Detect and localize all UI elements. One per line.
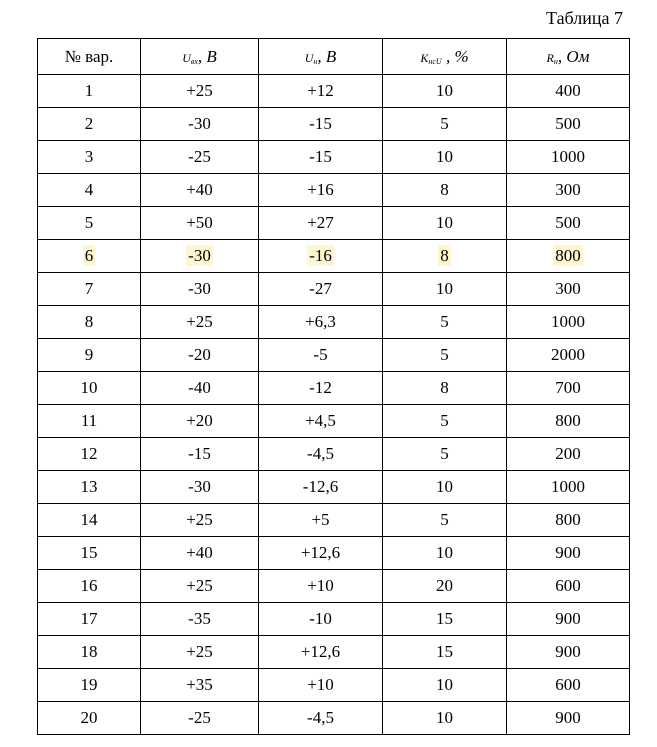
cell-resistance-value: 1000 [551, 147, 585, 166]
cell-variant [38, 240, 141, 273]
cell-coefficient [383, 108, 507, 141]
table-row [38, 702, 630, 735]
cell-load-voltage [259, 570, 383, 603]
cell-input-voltage [141, 603, 259, 636]
cell-input-voltage-value: -25 [188, 147, 211, 166]
cell-load-voltage [259, 174, 383, 207]
cell-variant [38, 570, 141, 603]
cell-resistance [507, 636, 630, 669]
cell-input-voltage [141, 372, 259, 405]
cell-load-voltage-value: -27 [309, 279, 332, 298]
cell-resistance-value: 900 [555, 708, 581, 727]
cell-input-voltage-value: +50 [186, 213, 213, 232]
cell-input-voltage [141, 75, 259, 108]
cell-resistance [507, 273, 630, 306]
cell-coefficient-value: 8 [440, 246, 449, 265]
cell-resistance-value: 800 [555, 510, 581, 529]
cell-coefficient-value: 10 [436, 213, 453, 232]
cell-input-voltage [141, 240, 259, 273]
cell-coefficient-value: 5 [440, 345, 449, 364]
cell-variant-value: 3 [84, 147, 94, 166]
cell-load-voltage-value: -12,6 [302, 477, 339, 496]
header-stabilization-coefficient [383, 39, 507, 75]
k-symbol: K [420, 50, 429, 65]
table-row [38, 339, 630, 372]
cell-load-voltage [259, 702, 383, 735]
cell-coefficient [383, 75, 507, 108]
cell-variant [38, 603, 141, 636]
cell-variant-value: 15 [80, 543, 98, 562]
uin-symbol: U [182, 50, 191, 65]
cell-variant [38, 669, 141, 702]
cell-load-voltage [259, 603, 383, 636]
cell-coefficient-value: 8 [440, 180, 449, 199]
cell-load-voltage-value: +5 [311, 510, 330, 529]
cell-variant-value: 2 [84, 114, 94, 133]
cell-resistance-value: 600 [555, 576, 581, 595]
cell-resistance-value: 2000 [551, 345, 585, 364]
cell-variant-value: 9 [84, 345, 94, 364]
cell-coefficient-value: 10 [436, 477, 453, 496]
cell-variant [38, 141, 141, 174]
table-caption: Таблица 7 [546, 8, 623, 28]
k-subscript: нсU [428, 56, 442, 66]
cell-resistance-value: 200 [555, 444, 581, 463]
cell-variant-value: 7 [84, 279, 94, 298]
cell-variant [38, 702, 141, 735]
cell-load-voltage-value: +16 [307, 180, 334, 199]
cell-resistance-value: 800 [555, 411, 581, 430]
cell-load-voltage [259, 636, 383, 669]
table-row [38, 240, 630, 273]
header-input-voltage [141, 39, 259, 75]
cell-load-voltage-value: -12 [309, 378, 332, 397]
cell-resistance [507, 240, 630, 273]
cell-coefficient [383, 438, 507, 471]
cell-coefficient [383, 405, 507, 438]
cell-input-voltage-value: +20 [186, 411, 213, 430]
cell-input-voltage [141, 207, 259, 240]
cell-coefficient [383, 372, 507, 405]
cell-resistance [507, 75, 630, 108]
cell-variant [38, 405, 141, 438]
cell-load-voltage-value: +12 [307, 81, 334, 100]
cell-resistance-value: 900 [555, 642, 581, 661]
cell-coefficient [383, 603, 507, 636]
cell-coefficient [383, 636, 507, 669]
table-row [38, 306, 630, 339]
cell-coefficient-value: 10 [436, 81, 453, 100]
cell-variant-value: 5 [84, 213, 94, 232]
cell-coefficient-value: 5 [440, 114, 449, 133]
cell-input-voltage [141, 669, 259, 702]
cell-input-voltage [141, 570, 259, 603]
cell-input-voltage-value: +25 [186, 510, 213, 529]
un-symbol: U [304, 50, 314, 65]
cell-resistance [507, 339, 630, 372]
cell-load-voltage [259, 405, 383, 438]
cell-resistance [507, 174, 630, 207]
cell-resistance [507, 702, 630, 735]
cell-resistance-value: 1000 [551, 312, 585, 331]
variants-table [37, 38, 630, 735]
cell-input-voltage-value: -35 [188, 609, 211, 628]
cell-resistance-value: 800 [555, 246, 581, 265]
cell-variant-value: 4 [84, 180, 94, 199]
cell-load-voltage [259, 273, 383, 306]
cell-coefficient-value: 20 [436, 576, 453, 595]
cell-load-voltage-value: +4,5 [305, 411, 336, 430]
r-subscript: н [553, 56, 558, 66]
cell-variant-value: 12 [80, 444, 98, 463]
cell-input-voltage-value: -30 [188, 246, 211, 265]
cell-load-voltage-value: +10 [307, 675, 334, 694]
table-row [38, 603, 630, 636]
cell-resistance-value: 600 [555, 675, 581, 694]
table-row [38, 174, 630, 207]
table-row [38, 108, 630, 141]
cell-variant [38, 174, 141, 207]
cell-load-voltage [259, 75, 383, 108]
cell-coefficient [383, 669, 507, 702]
cell-load-voltage-value: +27 [307, 213, 334, 232]
table-row [38, 438, 630, 471]
cell-resistance-value: 300 [555, 279, 581, 298]
cell-coefficient [383, 570, 507, 603]
cell-load-voltage-value: -15 [309, 147, 332, 166]
table-row [38, 273, 630, 306]
cell-coefficient-value: 5 [440, 444, 449, 463]
table-row [38, 141, 630, 174]
cell-resistance [507, 537, 630, 570]
cell-variant [38, 537, 141, 570]
un-unit: , В [317, 46, 337, 66]
cell-coefficient-value: 15 [436, 609, 453, 628]
cell-resistance [507, 306, 630, 339]
cell-coefficient [383, 240, 507, 273]
cell-input-voltage-value: -30 [188, 279, 211, 298]
cell-input-voltage [141, 636, 259, 669]
cell-variant [38, 372, 141, 405]
cell-variant [38, 504, 141, 537]
cell-load-voltage-value: -16 [309, 246, 332, 265]
cell-resistance [507, 372, 630, 405]
table-row [38, 570, 630, 603]
cell-coefficient [383, 207, 507, 240]
un-subscript: н [313, 56, 318, 66]
table-row [38, 636, 630, 669]
cell-input-voltage [141, 174, 259, 207]
cell-load-voltage-value: +12,6 [300, 642, 341, 661]
cell-resistance-value: 500 [555, 114, 581, 133]
cell-variant-value: 20 [80, 708, 98, 727]
cell-input-voltage-value: +25 [186, 81, 213, 100]
cell-variant-value: 13 [80, 477, 98, 496]
cell-load-voltage-value: +6,3 [305, 312, 336, 331]
cell-variant [38, 273, 141, 306]
cell-coefficient [383, 273, 507, 306]
cell-coefficient-value: 5 [440, 312, 449, 331]
cell-coefficient-value: 10 [436, 708, 453, 727]
cell-load-voltage-value: +12,6 [300, 543, 341, 562]
table-body [38, 75, 630, 735]
cell-variant-value: 8 [84, 312, 94, 331]
cell-input-voltage-value: -30 [188, 477, 211, 496]
cell-input-voltage-value: +40 [186, 543, 213, 562]
cell-coefficient [383, 174, 507, 207]
header-variant-label: № вар. [64, 46, 114, 66]
r-symbol: R [546, 50, 554, 65]
cell-coefficient [383, 504, 507, 537]
cell-resistance [507, 471, 630, 504]
cell-input-voltage-value: -20 [188, 345, 211, 364]
table-row [38, 372, 630, 405]
cell-input-voltage-value: +25 [186, 312, 213, 331]
cell-variant [38, 636, 141, 669]
uin-unit: , В [197, 46, 217, 66]
cell-coefficient [383, 339, 507, 372]
cell-input-voltage [141, 537, 259, 570]
table-row [38, 471, 630, 504]
cell-load-voltage [259, 537, 383, 570]
cell-resistance [507, 438, 630, 471]
cell-resistance [507, 108, 630, 141]
cell-resistance-value: 300 [555, 180, 581, 199]
cell-resistance [507, 504, 630, 537]
cell-load-voltage-value: -4,5 [307, 444, 334, 463]
header-row [38, 39, 630, 75]
cell-resistance-value: 500 [555, 213, 581, 232]
cell-coefficient-value: 15 [436, 642, 453, 661]
cell-coefficient [383, 471, 507, 504]
cell-variant-value: 19 [80, 675, 98, 694]
cell-variant-value: 6 [84, 246, 94, 265]
cell-variant [38, 438, 141, 471]
cell-resistance [507, 207, 630, 240]
cell-resistance-value: 1000 [551, 477, 585, 496]
header-load-resistance [507, 39, 630, 75]
table-row [38, 669, 630, 702]
table-row [38, 207, 630, 240]
cell-resistance-value: 700 [555, 378, 581, 397]
cell-load-voltage [259, 372, 383, 405]
uin-subscript: вх [190, 56, 198, 66]
cell-input-voltage-value: -30 [188, 114, 211, 133]
cell-resistance-value: 900 [555, 609, 581, 628]
cell-resistance [507, 603, 630, 636]
cell-load-voltage [259, 339, 383, 372]
r-unit: , Ом [557, 46, 590, 66]
cell-load-voltage-value: -5 [313, 345, 328, 364]
cell-variant-value: 18 [80, 642, 98, 661]
cell-load-voltage [259, 438, 383, 471]
cell-load-voltage [259, 240, 383, 273]
cell-load-voltage-value: +10 [307, 576, 334, 595]
cell-input-voltage [141, 306, 259, 339]
cell-coefficient-value: 8 [440, 378, 449, 397]
cell-input-voltage [141, 273, 259, 306]
cell-coefficient-value: 10 [436, 279, 453, 298]
cell-resistance [507, 570, 630, 603]
cell-coefficient-value: 10 [436, 675, 453, 694]
cell-variant-value: 16 [80, 576, 98, 595]
cell-input-voltage-value: +25 [186, 576, 213, 595]
cell-coefficient-value: 5 [440, 411, 449, 430]
cell-resistance [507, 141, 630, 174]
cell-input-voltage-value: +40 [186, 180, 213, 199]
cell-variant [38, 339, 141, 372]
cell-coefficient [383, 141, 507, 174]
cell-variant [38, 306, 141, 339]
cell-input-voltage [141, 108, 259, 141]
cell-variant [38, 75, 141, 108]
cell-coefficient [383, 306, 507, 339]
cell-variant [38, 207, 141, 240]
cell-load-voltage [259, 504, 383, 537]
cell-load-voltage [259, 207, 383, 240]
cell-load-voltage [259, 306, 383, 339]
cell-variant-value: 14 [80, 510, 98, 529]
table-row [38, 537, 630, 570]
cell-resistance [507, 405, 630, 438]
cell-input-voltage [141, 438, 259, 471]
table-row [38, 405, 630, 438]
cell-input-voltage [141, 504, 259, 537]
cell-load-voltage-value: -4,5 [307, 708, 334, 727]
cell-variant [38, 108, 141, 141]
cell-input-voltage [141, 471, 259, 504]
cell-load-voltage [259, 141, 383, 174]
cell-input-voltage [141, 405, 259, 438]
cell-coefficient [383, 702, 507, 735]
cell-variant [38, 471, 141, 504]
cell-load-voltage-value: -15 [309, 114, 332, 133]
cell-variant-value: 17 [80, 609, 98, 628]
cell-coefficient [383, 537, 507, 570]
cell-input-voltage-value: -25 [188, 708, 211, 727]
table-row [38, 504, 630, 537]
cell-input-voltage-value: -15 [188, 444, 211, 463]
cell-coefficient-value: 10 [436, 543, 453, 562]
cell-resistance [507, 669, 630, 702]
cell-resistance-value: 400 [555, 81, 581, 100]
cell-load-voltage-value: -10 [309, 609, 332, 628]
cell-load-voltage [259, 108, 383, 141]
cell-resistance-value: 900 [555, 543, 581, 562]
cell-load-voltage [259, 669, 383, 702]
cell-variant-value: 1 [84, 81, 94, 100]
header-load-voltage [259, 39, 383, 75]
cell-input-voltage [141, 339, 259, 372]
cell-input-voltage-value: -40 [188, 378, 211, 397]
cell-input-voltage-value: +25 [186, 642, 213, 661]
cell-load-voltage [259, 471, 383, 504]
k-unit: , % [441, 46, 469, 66]
cell-input-voltage-value: +35 [186, 675, 213, 694]
cell-input-voltage [141, 141, 259, 174]
header-variant [38, 39, 141, 75]
cell-variant-value: 10 [80, 378, 98, 397]
cell-input-voltage [141, 702, 259, 735]
table-row [38, 75, 630, 108]
cell-coefficient-value: 5 [440, 510, 449, 529]
cell-coefficient-value: 10 [436, 147, 453, 166]
cell-variant-value: 11 [80, 411, 98, 430]
